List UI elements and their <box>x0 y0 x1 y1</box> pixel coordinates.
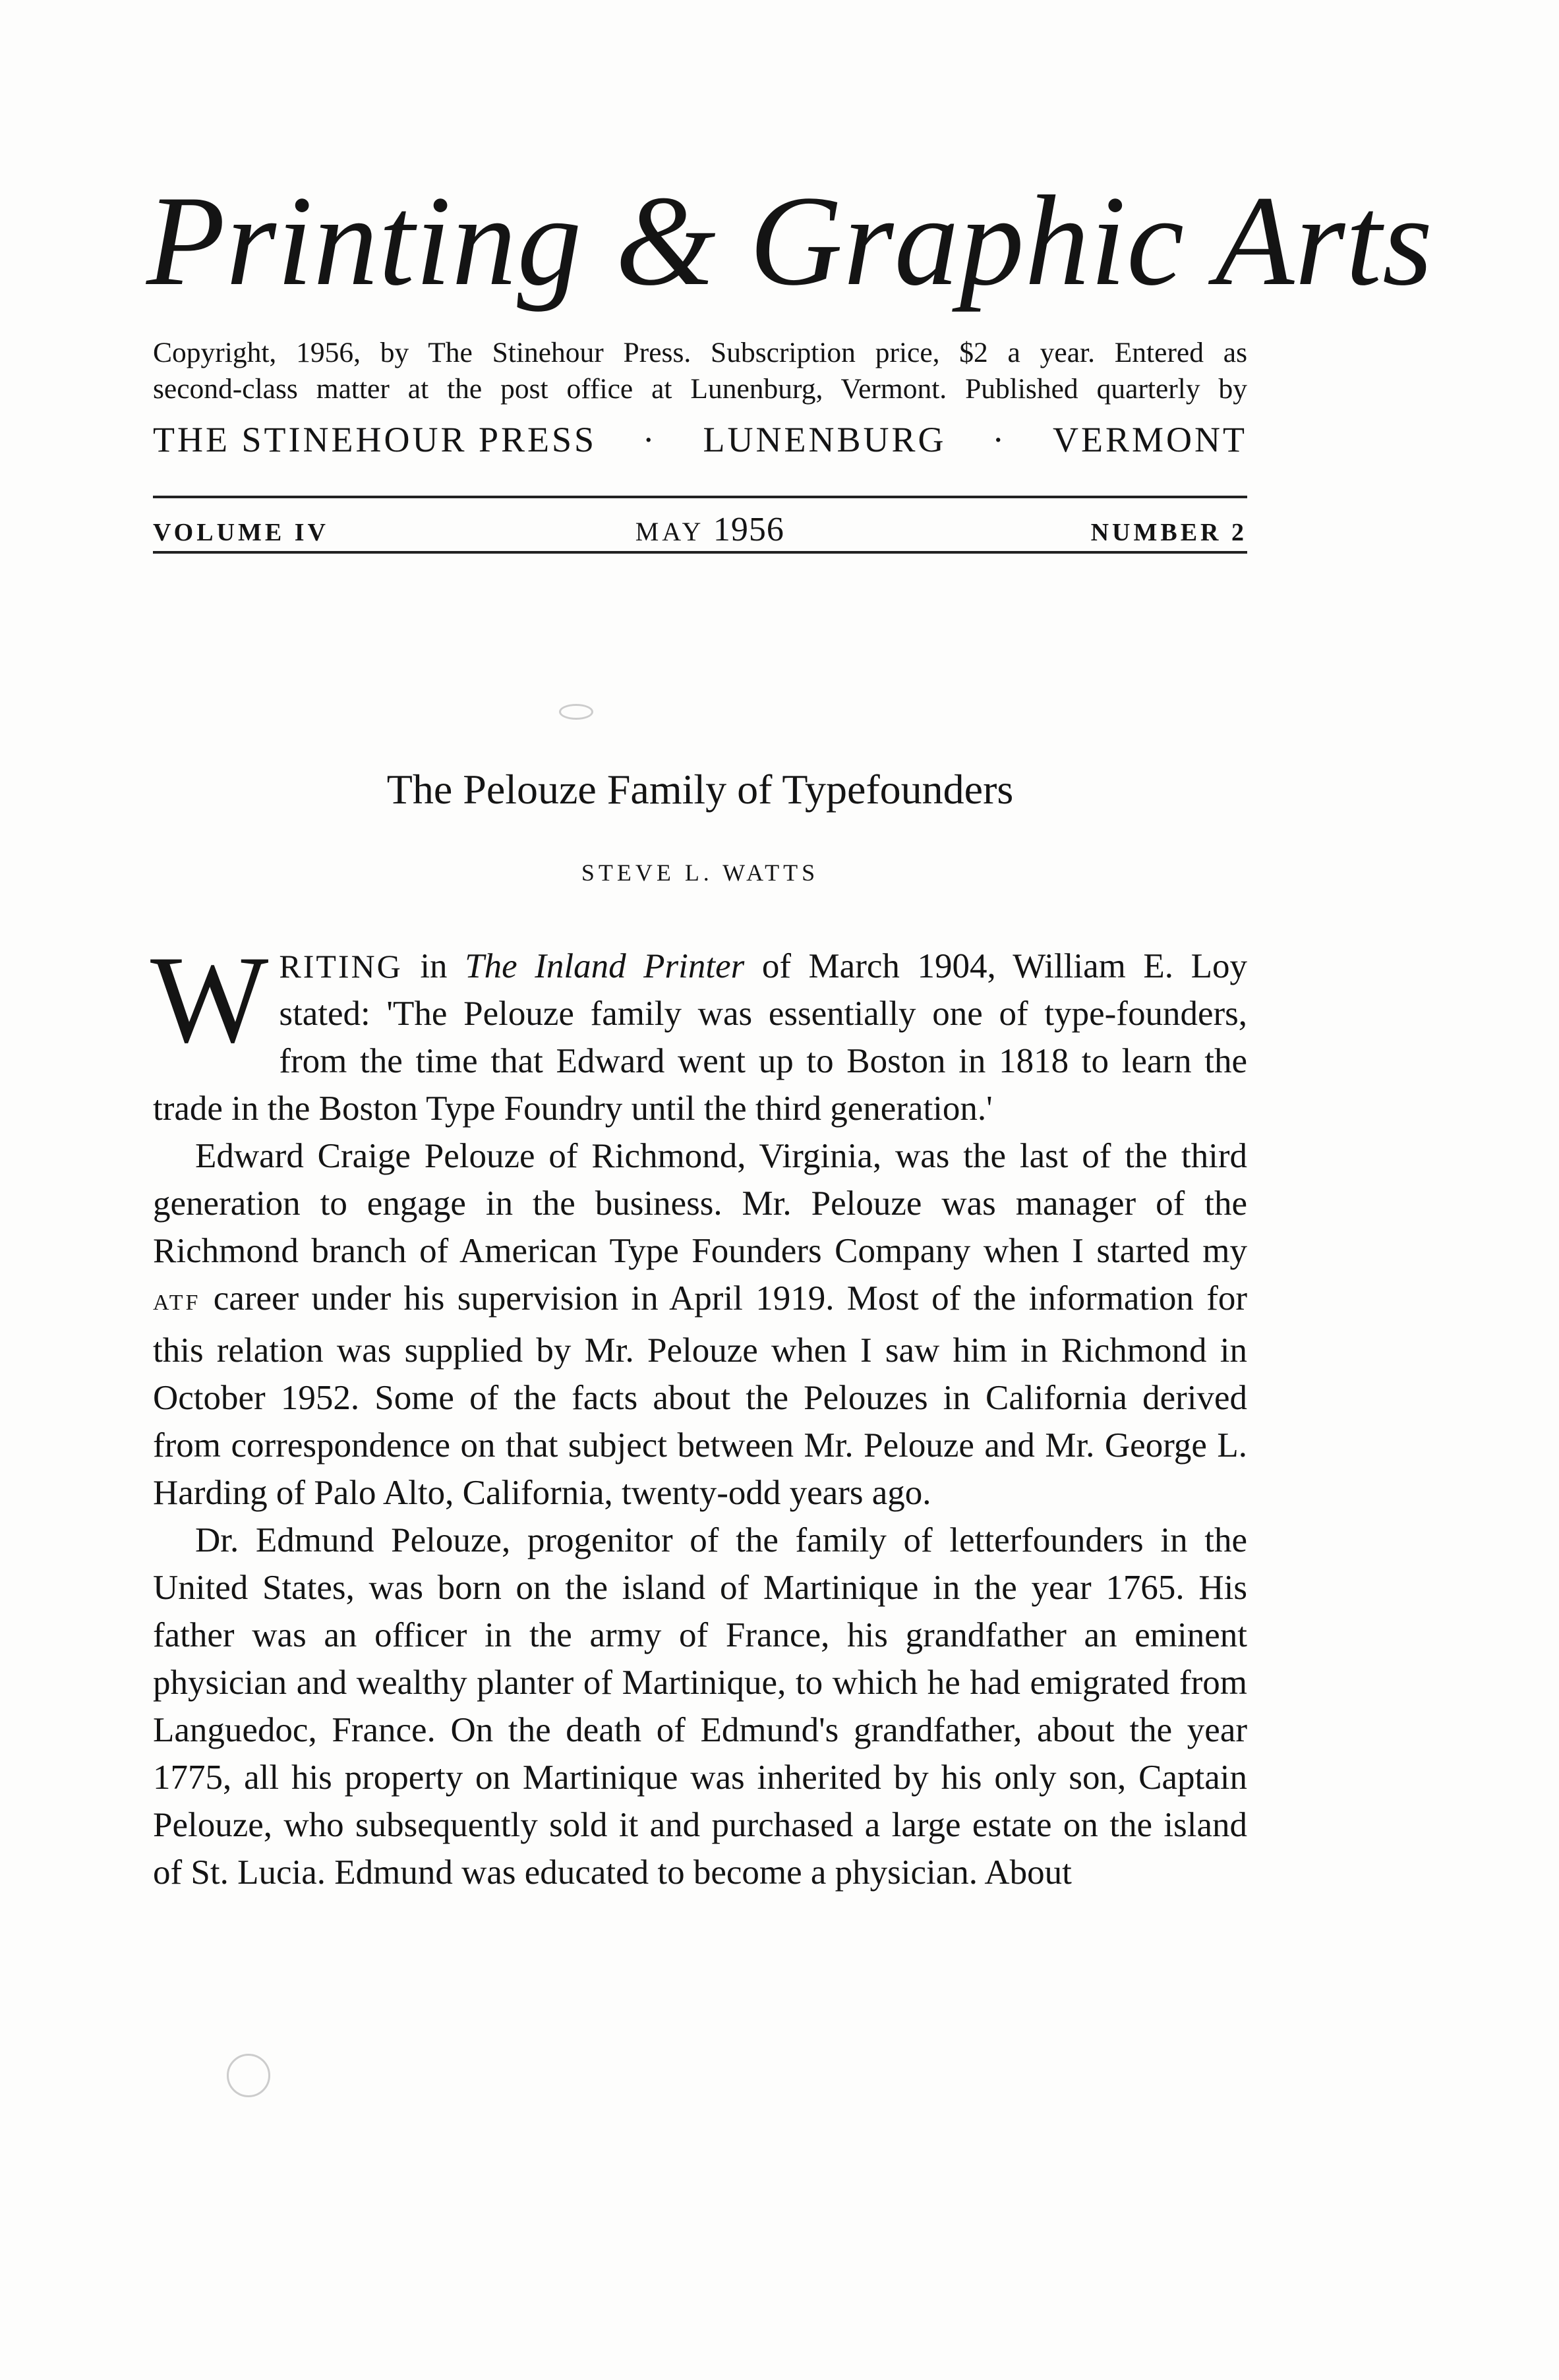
issue-year: 1956 <box>713 511 784 548</box>
paragraph-text: in <box>402 947 465 985</box>
paper-blemish <box>227 2054 270 2097</box>
publisher-state: VERMONT <box>1052 420 1247 459</box>
lead-word: RITING <box>279 948 403 985</box>
volume-label: VOLUME IV <box>153 519 329 546</box>
article-author: STEVE L. WATTS <box>581 859 819 886</box>
paragraph-2 <box>153 1132 1247 1517</box>
masthead-title: Printing & Graphic Arts <box>146 169 1434 312</box>
publication-title: The Inland Printer <box>465 947 745 985</box>
copyright-notice <box>153 335 1247 407</box>
paragraph-3: Dr. Edmund Pelouze, progenitor of the family of letterfounders in the United States, was born on the island of Martinique in the year 1765. His father was an officer in the army of France, his grandfather an eminent physician and wealthy planter of Martinique, to which he had emigrated from Languedoc, France. On the death of Edmund's grandfather, about the year 1775, all his property on Martinique was inherited by his only son, Captain Pelouze, who subsequently sold it and purchased a large estate on the island of St. Lucia. Edmund was educated to become a physician. About <box>153 1521 1247 1892</box>
number-label: NUMBER 2 <box>1090 519 1247 546</box>
issue-month: MAY <box>635 517 703 546</box>
paragraph-text: of March 1904, William E. Loy stated: 'The Pelouze family was essentially one of type-founders, from the time that Edward went up to Boston in 1818 to learn the trade in the Boston Type Foundry until the third generation.' <box>153 947 1247 1128</box>
publisher-line <box>153 422 1247 457</box>
drop-cap: W <box>150 931 269 1069</box>
publisher-separator: · <box>642 420 657 459</box>
publisher-separator: · <box>992 420 1007 459</box>
issue-line <box>153 510 1247 549</box>
paragraph-text: Edward Craige Pelouze of Richmond, Virginia, was the last of the third generation to engage in the business. Mr. Pelouze was manager of the Richmond branch of American Type Founders Company when I started my <box>153 1137 1247 1270</box>
publisher-name: THE STINEHOUR PRESS <box>153 420 597 459</box>
paragraph-text: career under his supervision in April 1919. Most of the information for this relation was supplied by Mr. Pelouze when I saw him in Richmond in October 1952. Some of the facts about the Pelouzes in California derived from correspondence on that subject between Mr. Pelouze and Mr. George L. Harding of Palo Alto, California, twenty-odd years ago. <box>153 1279 1247 1512</box>
top-rule <box>153 496 1247 498</box>
paragraph-1 <box>150 931 1247 1132</box>
copyright-line-1: Copyright, 1956, by The Stinehour Press. Subscription price, $2 a year. Entered as <box>153 337 1247 368</box>
article-body <box>150 931 1247 1896</box>
article-title: The Pelouze Family of Typefounders <box>386 766 1014 813</box>
copyright-line-2: second-class matter at the post office at Lunenburg, Vermont. Published quarterly by <box>153 373 1247 405</box>
publisher-town: LUNENBURG <box>703 420 947 459</box>
paper-blemish <box>559 704 593 720</box>
issue-date <box>635 510 784 549</box>
bottom-rule <box>153 551 1247 554</box>
abbreviation: ATF <box>153 1291 201 1315</box>
